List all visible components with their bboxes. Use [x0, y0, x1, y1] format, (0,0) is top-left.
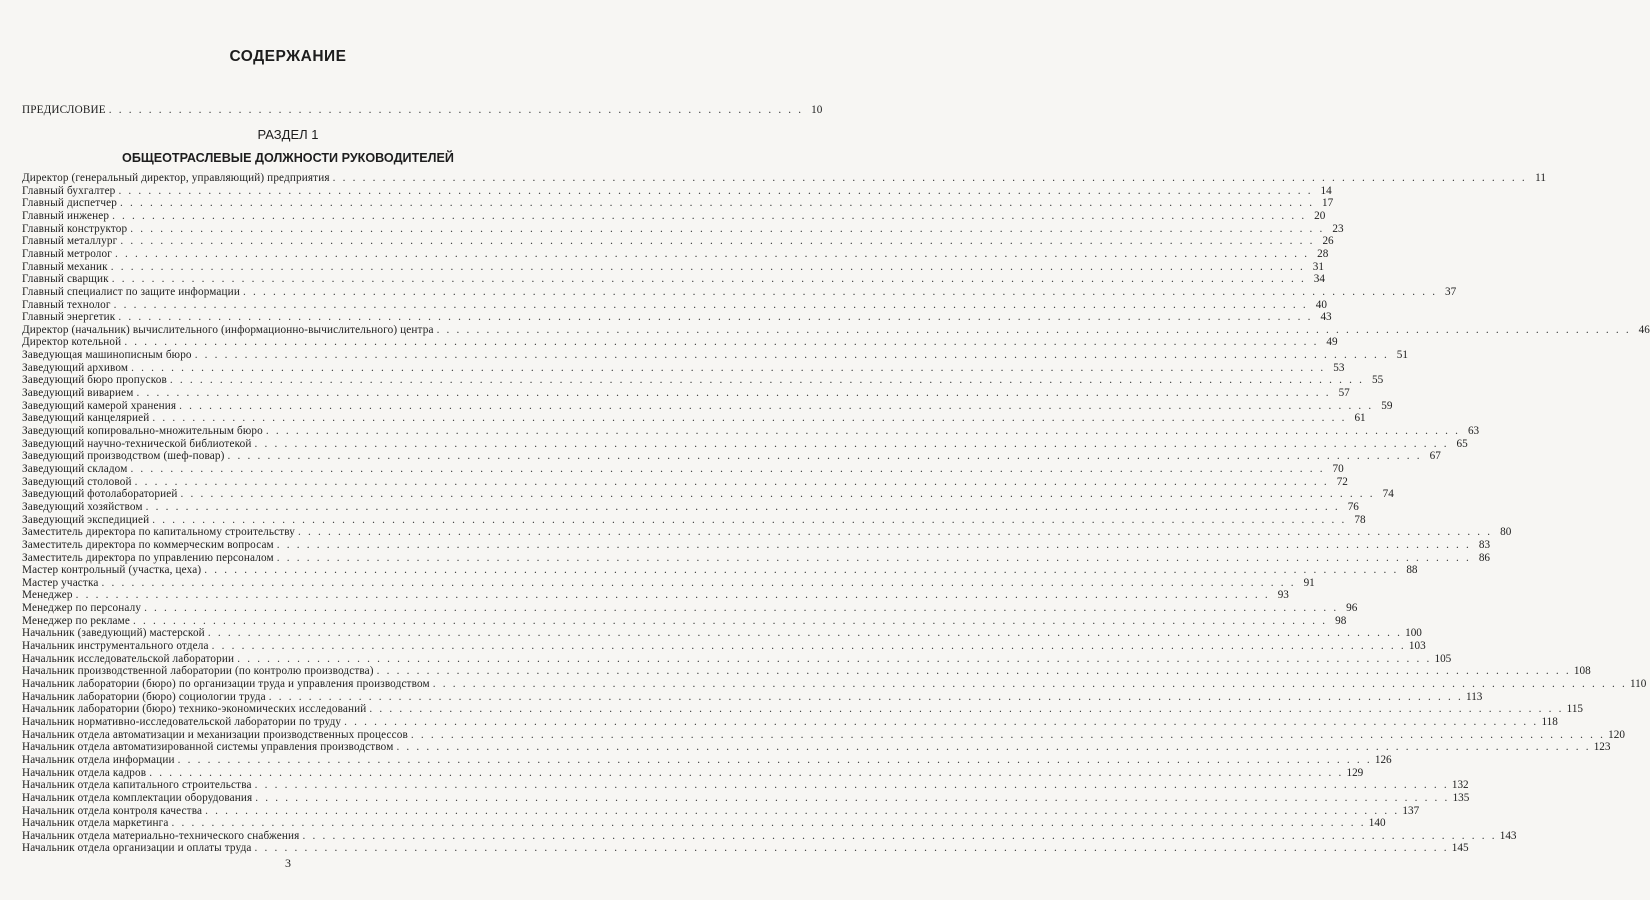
- toc-entry: [22, 488, 1394, 501]
- toc-entry-page: 51: [1396, 349, 1408, 362]
- toc-entry: [22, 462, 1344, 476]
- toc-leader-dots: . . . . . . . . . . . . . . . . . . . . . . . . . . . . . . . . . . . . . . . . . . . . . . . . . . . . . . . . . . . . . . . . . . . . . . . . . . . . . . . . . . . . . . . . . . . . . . . . . . . . . . . . . . . . . . . . . . . . . . . .: [237, 652, 1432, 665]
- toc-entry-page: 17: [1322, 197, 1334, 210]
- toc-entry-page: 140: [1368, 817, 1386, 830]
- toc-entry-page: 49: [1326, 336, 1338, 349]
- toc-entry: [22, 450, 1441, 463]
- toc-leader-dots: . . . . . . . . . . . . . . . . . . . . . . . . . . . . . . . . . . . . . . . . . . . . . . . . . . . . . . . . . . . . . . . . . . . . . . . . . . . . . . . . . . . . . . . . . . . . . . . . . . . . . . . . . . . . . . . . . . . . . . . .: [75, 589, 1270, 602]
- toc-entry: [22, 247, 1329, 261]
- toc-leader-dots: . . . . . . . . . . . . . . . . . . . . . . . . . . . . . . . . . . . . . . . . . . . . . . . . . . . . . . . . . . . . . . . . . . . . . . . . . . . . . . . . . . . . . . . . . . . . . . . . . . . . . . . . . . . . . . . . . . . . . . . .: [268, 690, 1464, 703]
- toc-entry-page: 61: [1354, 412, 1366, 425]
- toc-entry-page: 96: [1346, 602, 1358, 615]
- toc-entry-page: 80: [1500, 526, 1512, 539]
- toc-entry-page: 59: [1381, 399, 1393, 412]
- toc-entry-label: Начальник лаборатории (бюро) социологии труда: [22, 690, 266, 703]
- toc-entry-page: 91: [1303, 576, 1315, 589]
- toc-entry: [22, 564, 1418, 577]
- toc-entry-page: 118: [1541, 715, 1558, 728]
- toc-entry-label: Заведующий фотолабораторией: [22, 488, 178, 501]
- toc-entry: [22, 437, 1468, 451]
- toc-leader-dots: . . . . . . . . . . . . . . . . . . . . . . . . . . . . . . . . . . . . . . . . . . . . . . . . . . . . . . . . . . . . . . . . . . . . . . . . . . . . . . . . . . . . . . . . . . . . . . . . . . . . . . . . . . . . . . . . . . . . . . . .: [436, 323, 1631, 336]
- toc-leader-dots: . . . . . . . . . . . . . . . . . . . . . . . . . . . . . . . . . . . . . . . . . . . . . . . . . . . . . . . . . . . . . . . . . . . . . . . . . . . . . . . . . . . . . . . . . . . . . . . . . . . . . . . . . . . . . . . . . . . . . . . .: [120, 235, 1315, 248]
- toc-entry-page: 26: [1322, 235, 1334, 248]
- toc-entry: [22, 513, 1366, 527]
- toc-entry-page: 115: [1566, 703, 1584, 716]
- toc-entry: [22, 222, 1344, 236]
- toc-entry-label: Начальник отдела маркетинга: [22, 817, 169, 830]
- toc-leader-dots: . . . . . . . . . . . . . . . . . . . . . . . . . . . . . . . . . . . . . . . . . . . . . . . . . . . . . . . . . . . . . . . . . . . . . . . . . . . . . . . . . . . . . . . . . . . . . . . . . . . . . . . . . . . . . . . . . . . . . . . .: [118, 311, 1313, 324]
- toc-entry-label: Главный специалист по защите информации: [22, 285, 240, 298]
- toc-entry-label: Начальник отдела контроля качества: [22, 804, 203, 817]
- toc-entry-label: Заведующий виварием: [22, 387, 134, 400]
- toc-entry: [22, 336, 1338, 349]
- toc-entry: [22, 715, 1558, 729]
- toc-entry-page: 20: [1314, 209, 1326, 222]
- toc-entry-page: 70: [1332, 462, 1344, 475]
- toc-entry-page: 110: [1629, 678, 1647, 690]
- toc-entry-page: 76: [1347, 500, 1359, 513]
- toc-entry-page: 86: [1478, 551, 1490, 564]
- toc-entry-page: 67: [1429, 450, 1441, 463]
- toc-entry: [22, 576, 1315, 590]
- toc-entry: [22, 703, 1584, 716]
- toc-leader-dots: . . . . . . . . . . . . . . . . . . . . . . . . . . . . . . . . . . . . . . . . . . . . . . . . . . . . . . . . . . . . . . . . . . . . . . . . . . . . . . . . . . . . . . . . . . . . . . . . . . . . . . . . . . . . . . . . . . . . . . . .: [180, 488, 1375, 501]
- toc-entry-label: Главный энергетик: [22, 311, 116, 324]
- toc-leader-dots: . . . . . . . . . . . . . . . . . . . . . . . . . . . . . . . . . . . . . . . . . . . . . . . . . . . . . . . . . . . . . . . . . . . . . . . . . . . . . . . . . . . . . . . . . . . . . . . . . . . . . . . . . . . . . . . . . . . . . . . .: [133, 614, 1328, 627]
- toc-entry-page: 31: [1312, 260, 1324, 273]
- toc-entry-page: 98: [1335, 614, 1347, 627]
- toc-entry-label: Начальник отдела комплектации оборудования: [22, 791, 253, 804]
- toc-leader-dots: . . . . . . . . . . . . . . . . . . . . . . . . . . . . . . . . . . . . . . . . . . . . . . . . . . . . . . . . . . . . . . . . . . . . . . . . . . . . . . . . . . . . . . . . . . . . . . . . . . . . . . . . . . . . . . . . . . . . . . . .: [276, 538, 1472, 551]
- toc-leader-dots: . . . . . . . . . . . . . . . . . . . . . . . . . . . . . . . . . . . . . . . . . . . . . . . . . . . . . . . . . . . . . . . . . . . . . . . . . . . . . . . . . . . . . . . . . . . . . . . . . . . . . . . . . . . . . . . . . . . . . . . .: [130, 462, 1325, 475]
- toc-entry-label: Начальник лаборатории (бюро) технико-экономических исследований: [22, 703, 367, 716]
- toc-entry-label: Главный технолог: [22, 298, 111, 311]
- toc-entry: [22, 475, 1348, 489]
- toc-leader-dots: . . . . . . . . . . . . . . . . . . . . . . . . . . . . . . . . . . . . . . . . . . . . . . . . . . . . . . . . . . . . . . . . . . . . . . . . . . . . . . . . . . . . . . . . . . . . . . . . . . . . . . . . . . . . . . . . . . . . . . . .: [131, 361, 1326, 374]
- toc-entry-page: 55: [1371, 374, 1384, 387]
- toc-leader-dots: . . . . . . . . . . . . . . . . . . . . . . . . . . . . . . . . . . . . . . . . . . . . . . . . . . . . . . . . . . . . . . . . . . . . . . . . . . . . . . . . . . . . . . . . . . . . . . . . . . . . . . . . . . . . . . . . . . . . . . . .: [152, 412, 1347, 425]
- toc-entry: [22, 399, 1393, 413]
- toc-entry-label: Начальник лаборатории (бюро) по организации труда и управления производством: [22, 678, 430, 690]
- toc-entry-label: Главный бухгалтер: [22, 184, 116, 197]
- toc-entry-label: Менеджер по персоналу: [22, 602, 142, 615]
- toc-entry: [22, 817, 1386, 830]
- toc-entry: [22, 753, 1392, 767]
- toc-entry-label: Начальник отдела автоматизированной системы управления производством: [22, 741, 394, 754]
- toc-entry-page: 37: [1445, 285, 1457, 298]
- toc-entry-page: 145: [1451, 842, 1469, 855]
- toc-leader-dots: . . . . . . . . . . . . . . . . . . . . . . . . . . . . . . . . . . . . . . . . . . . . . . . . . . . . . . . . . . . . . . . . . . . . . . . . . . . . . . . . . . . . . . . . . . . . . . . . . . . . . . . . . . . . . . . . . . . . . . . .: [332, 172, 1527, 184]
- toc-leader-dots: . . . . . . . . . . . . . . . . . . . . . . . . . . . . . . . . . . . . . . . . . . . . . . . . . . . . . . . . . . . . . . . . . . . . . . . . . . . . . . . . . . . . . . . . . . . . . . . . . . . . . . . . . . . . . . . . . . . . . . . .: [432, 678, 1627, 690]
- toc-entry: [22, 526, 1512, 539]
- toc-leader-dots: . . . . . . . . . . . . . . . . . . . . . . . . . . . . . . . . . . . . . . . . . . . . . . . . . . . . . . . . . . . . . . . . . . . . . . . . . . . . . . . . . . . . . . . . . . . . . . . . . . . . . . . . . . . . . . . . . . . . . . . .: [298, 526, 1493, 539]
- toc-leader-dots: . . . . . . . . . . . . . . . . . . . . . . . . . . . . . . . . . . . . . . . . . . . . . . . . . . . . . . . . . . . . . . . . . . . . . .: [108, 104, 804, 116]
- toc-entry-page: 40: [1315, 298, 1327, 311]
- toc-entry-label: Начальник производственной лаборатории (по контролю производства): [22, 665, 374, 678]
- toc-leader-dots: . . . . . . . . . . . . . . . . . . . . . . . . . . . . . . . . . . . . . . . . . . . . . . . . . . . . . . . . . . . . . . . . . . . . . . . . . . . . . . . . . . . . . . . . . . . . . . . . . . . . . . . . . . . . . . . . . . . . . . . .: [344, 715, 1539, 728]
- toc-entry: [22, 551, 1490, 565]
- toc-leader-dots: . . . . . . . . . . . . . . . . . . . . . . . . . . . . . . . . . . . . . . . . . . . . . . . . . . . . . . . . . . . . . . . . . . . . . . . . . . . . . . . . . . . . . . . . . . . . . . . . . . . . . . . . . . . . . . . . . . . . . . . .: [112, 209, 1307, 222]
- toc-entry-page: 11: [1535, 172, 1546, 184]
- toc-leader-dots: . . . . . . . . . . . . . . . . . . . . . . . . . . . . . . . . . . . . . . . . . . . . . . . . . . . . . . . . . . . . . . . . . . . . . . . . . . . . . . . . . . . . . . . . . . . . . . . . . . . . . . . . . . . . . . . . . . . . . . . .: [171, 817, 1366, 830]
- toc-entry-label: Главный металлург: [22, 235, 118, 248]
- toc-entry: [22, 779, 1469, 792]
- toc-entry-page: 43: [1320, 311, 1332, 324]
- toc-entry-page: 74: [1382, 488, 1394, 501]
- toc-entry: [22, 538, 1491, 552]
- toc-entry-page: 78: [1354, 513, 1366, 526]
- section-label: РАЗДЕЛ 1: [257, 127, 319, 142]
- toc-leader-dots: . . . . . . . . . . . . . . . . . . . . . . . . . . . . . . . . . . . . . . . . . . . . . . . . . . . . . . . . . . . . . . . . . . . . . . . . . . . . . . . . . . . . . . . . . . . . . . . . . . . . . . . . . . . . . . . . . . . . . . . .: [145, 500, 1340, 513]
- toc-entry: [22, 690, 1483, 704]
- toc-entry-label: Заведующий камерой хранения: [22, 399, 177, 412]
- toc-entry-label: Главный сварщик: [22, 273, 109, 286]
- toc-entry-label: Начальник отдела автоматизации и механизации производственных процессов: [22, 728, 408, 741]
- toc-entry-label: Начальник отдела организации и оплаты труда: [22, 842, 252, 855]
- toc-entry-page: 93: [1277, 589, 1289, 602]
- toc-entry-label: Менеджер: [22, 589, 73, 602]
- toc-entry: [22, 172, 1546, 185]
- toc-entry: [22, 197, 1334, 210]
- toc-entry-label: Директор (начальник) вычислительного (информационно-вычислительного) центра: [22, 323, 434, 336]
- toc-entry-page: 10: [811, 104, 823, 116]
- toc-leader-dots: . . . . . . . . . . . . . . . . . . . . . . . . . . . . . . . . . . . . . . . . . . . . . . . . . . . . . . . . . . . . . . . . . . . . . . . . . . . . . . . . . . . . . . . . . . . . . . . . . . . . . . . . . . . . . . . . . . . . . . . .: [205, 804, 1400, 817]
- toc-entry-page: 63: [1467, 425, 1480, 437]
- toc-entry-label: Начальник отдела кадров: [22, 766, 147, 779]
- toc-entry-label: Начальник отдела капитального строительства: [22, 779, 252, 792]
- toc-leader-dots: . . . . . . . . . . . . . . . . . . . . . . . . . . . . . . . . . . . . . . . . . . . . . . . . . . . . . . . . . . . . . . . . . . . . . . . . . . . . . . . . . . . . . . . . . . . . . . . . . . . . . . . . . . . . . . . . . . . . . . . .: [169, 374, 1365, 387]
- toc-leader-dots: . . . . . . . . . . . . . . . . . . . . . . . . . . . . . . . . . . . . . . . . . . . . . . . . . . . . . . . . . . . . . . . . . . . . . . . . . . . . . . . . . . . . . . . . . . . . . . . . . . . . . . . . . . . . . . . . . . . . . . . .: [265, 425, 1461, 437]
- toc-leader-dots: . . . . . . . . . . . . . . . . . . . . . . . . . . . . . . . . . . . . . . . . . . . . . . . . . . . . . . . . . . . . . . . . . . . . . . . . . . . . . . . . . . . . . . . . . . . . . . . . . . . . . . . . . . . . . . . . . . . . . . . .: [101, 576, 1296, 589]
- toc-entry-page: 88: [1406, 564, 1418, 577]
- toc-entry-label: Начальник (заведующий) мастерской: [22, 627, 205, 640]
- toc-entry-page: 72: [1336, 475, 1348, 488]
- toc-leader-dots: . . . . . . . . . . . . . . . . . . . . . . . . . . . . . . . . . . . . . . . . . . . . . . . . . . . . . . . . . . . . . . . . . . . . . . . . . . . . . . . . . . . . . . . . . . . . . . . . . . . . . . . . . . . . . . . . . . . . . . . .: [194, 349, 1389, 362]
- toc-entry-label: Заведующий канцелярией: [22, 412, 150, 425]
- toc-entry: [22, 665, 1591, 678]
- toc-leader-dots: . . . . . . . . . . . . . . . . . . . . . . . . . . . . . . . . . . . . . . . . . . . . . . . . . . . . . . . . . . . . . . . . . . . . . . . . . . . . . . . . . . . . . . . . . . . . . . . . . . . . . . . . . . . . . . . . . . . . . . . .: [302, 829, 1497, 842]
- toc-entry: [22, 728, 1625, 742]
- toc-entry-page: 143: [1499, 829, 1517, 842]
- toc-entry-label: Мастер участка: [22, 576, 99, 589]
- toc-entry: [22, 285, 1457, 299]
- toc-leader-dots: . . . . . . . . . . . . . . . . . . . . . . . . . . . . . . . . . . . . . . . . . . . . . . . . . . . . . . . . . . . . . . . . . . . . . . . . . . . . . . . . . . . . . . . . . . . . . . . . . . . . . . . . . . . . . . . . . . . . . . . .: [136, 387, 1331, 400]
- toc-entry-label: Заведующая машинописным бюро: [22, 349, 192, 362]
- toc-entry: [22, 652, 1452, 666]
- toc-entry: [22, 209, 1326, 223]
- toc-entry-page: 23: [1332, 222, 1344, 235]
- toc-entry-page: 135: [1452, 791, 1470, 804]
- toc-leader-dots: . . . . . . . . . . . . . . . . . . . . . . . . . . . . . . . . . . . . . . . . . . . . . . . . . . . . . . . . . . . . . . . . . . . . . . . . . . . . . . . . . . . . . . . . . . . . . . . . . . . . . . . . . . . . . . . . . . . . . . . .: [255, 791, 1450, 804]
- toc-entry-label: Главный инженер: [22, 209, 110, 222]
- toc-entry-label: Начальник инструментального отдела: [22, 640, 209, 653]
- toc-entry: [22, 842, 1469, 855]
- toc-entry-label: Начальник отдела информации: [22, 753, 175, 766]
- toc-entry-label: Начальник отдела материально-технического снабжения: [22, 829, 300, 842]
- toc-leader-dots: . . . . . . . . . . . . . . . . . . . . . . . . . . . . . . . . . . . . . . . . . . . . . . . . . . . . . . . . . . . . . . . . . . . . . . . . . . . . . . . . . . . . . . . . . . . . . . . . . . . . . . . . . . . . . . . . . . . . . . . .: [207, 627, 1403, 640]
- toc-leader-dots: . . . . . . . . . . . . . . . . . . . . . . . . . . . . . . . . . . . . . . . . . . . . . . . . . . . . . . . . . . . . . . . . . . . . . . . . . . . . . . . . . . . . . . . . . . . . . . . . . . . . . . . . . . . . . . . . . . . . . . . .: [110, 260, 1305, 273]
- toc-entry-label: Заместитель директора по капитальному строительству: [22, 526, 296, 539]
- toc-entry-label: Менеджер по рекламе: [22, 614, 131, 627]
- toc-entry-label: Главный метролог: [22, 247, 113, 260]
- toc-entry: [22, 260, 1324, 274]
- toc-leader-dots: . . . . . . . . . . . . . . . . . . . . . . . . . . . . . . . . . . . . . . . . . . . . . . . . . . . . . . . . . . . . . . . . . . . . . . . . . . . . . . . . . . . . . . . . . . . . . . . . . . . . . . . . . . . . . . . . . . . . . . . .: [276, 551, 1471, 564]
- toc-entry-page: 65: [1456, 437, 1468, 450]
- toc-leader-dots: . . . . . . . . . . . . . . . . . . . . . . . . . . . . . . . . . . . . . . . . . . . . . . . . . . . . . . . . . . . . . . . . . . . . . . . . . . . . . . . . . . . . . . . . . . . . . . . . . . . . . . . . . . . . . . . . . . . . . . . .: [130, 222, 1325, 235]
- toc-leader-dots: . . . . . . . . . . . . . . . . . . . . . . . . . . . . . . . . . . . . . . . . . . . . . . . . . . . . . . . . . . . . . . . . . . . . . . . . . . . . . . . . . . . . . . . . . . . . . . . . . . . . . . . . . . . . . . . . . . . . . . . .: [410, 728, 1606, 741]
- toc-entry: [22, 412, 1366, 425]
- toc-leader-dots: . . . . . . . . . . . . . . . . . . . . . . . . . . . . . . . . . . . . . . . . . . . . . . . . . . . . . . . . . . . . . . . . . . . . . . . . . . . . . . . . . . . . . . . . . . . . . . . . . . . . . . . . . . . . . . . . . . . . . . . .: [144, 602, 1339, 615]
- toc-entry: [22, 235, 1334, 248]
- toc-entry: [22, 374, 1384, 387]
- toc-entry: [22, 361, 1345, 375]
- toc-entry: [22, 829, 1517, 843]
- toc-entry-label: Заведующий архивом: [22, 361, 129, 374]
- toc-entry-label: Заведующий научно-технической библиотекой: [22, 437, 252, 450]
- toc-entry-page: 83: [1478, 538, 1491, 551]
- toc-entry-page: 108: [1573, 665, 1591, 678]
- toc-leader-dots: . . . . . . . . . . . . . . . . . . . . . . . . . . . . . . . . . . . . . . . . . . . . . . . . . . . . . . . . . . . . . . . . . . . . . . . . . . . . . . . . . . . . . . . . . . . . . . . . . . . . . . . . . . . . . . . . . . . . . . . .: [179, 399, 1374, 412]
- toc-entry: [22, 298, 1327, 312]
- toc-entry: [22, 741, 1611, 754]
- toc-entry: [22, 627, 1422, 640]
- toc-entry-page: 53: [1333, 361, 1345, 374]
- toc-entry: [22, 311, 1332, 324]
- toc-entry-label: Заведующий копировально-множительным бюро: [22, 425, 263, 437]
- toc-entry-page: 28: [1317, 247, 1329, 260]
- toc-entry-page: 34: [1313, 273, 1325, 286]
- toc-leader-dots: . . . . . . . . . . . . . . . . . . . . . . . . . . . . . . . . . . . . . . . . . . . . . . . . . . . . . . . . . . . . . . . . . . . . . . . . . . . . . . . . . . . . . . . . . . . . . . . . . . . . . . . . . . . . . . . . . . . . . . . .: [124, 336, 1319, 349]
- toc-entry: [22, 425, 1480, 438]
- toc-entry-label: Мастер контрольный (участка, цеха): [22, 564, 202, 577]
- toc-entry-label: Главный конструктор: [22, 222, 128, 235]
- toc-entry: [22, 184, 1332, 198]
- toc-entry-page: 120: [1608, 728, 1625, 741]
- toc-entry: [22, 387, 1350, 400]
- toc-leader-dots: . . . . . . . . . . . . . . . . . . . . . . . . . . . . . . . . . . . . . . . . . . . . . . . . . . . . . . . . . . . . . . . . . . . . . . . . . . . . . . . . . . . . . . . . . . . . . . . . . . . . . . . . . . . . . . . . . . . . . . . .: [227, 450, 1422, 463]
- toc-entry: [22, 323, 1650, 337]
- toc-entry-page: 123: [1593, 741, 1611, 754]
- toc-entry-label: ПРЕДИСЛОВИЕ: [22, 104, 106, 116]
- page-number: 3: [285, 856, 291, 870]
- toc-entry-label: Заведующий производством (шеф-повар): [22, 450, 225, 463]
- toc-leader-dots: . . . . . . . . . . . . . . . . . . . . . . . . . . . . . . . . . . . . . . . . . . . . . . . . . . . . . . . . . . . . . . . . . . . . . . . . . . . . . . . . . . . . . . . . . . . . . . . . . . . . . . . . . . . . . . . . . . . . . . . .: [119, 197, 1315, 210]
- toc-leader-dots: . . . . . . . . . . . . . . . . . . . . . . . . . . . . . . . . . . . . . . . . . . . . . . . . . . . . . . . . . . . . . . . . . . . . . . . . . . . . . . . . . . . . . . . . . . . . . . . . . . . . . . . . . . . . . . . . . . . . . . . .: [177, 753, 1372, 766]
- toc-entry: [22, 349, 1408, 362]
- toc-leader-dots: . . . . . . . . . . . . . . . . . . . . . . . . . . . . . . . . . . . . . . . . . . . . . . . . . . . . . . . . . . . . . . . . . . . . . . . . . . . . . . . . . . . . . . . . . . . . . . . . . . . . . . . . . . . . . . . . . . . . . . . .: [376, 665, 1571, 678]
- toc-entry-label: Директор (генеральный директор, управляющий) предприятия: [22, 172, 330, 184]
- toc-entry-label: Директор котельной: [22, 336, 122, 349]
- toc-entry: [22, 614, 1347, 628]
- toc-entry-label: Начальник нормативно-исследовательской лаборатории по труду: [22, 715, 342, 728]
- toc-entry-page: 126: [1374, 753, 1392, 766]
- page-title: СОДЕРЖАНИЕ: [229, 48, 347, 65]
- toc-leader-dots: . . . . . . . . . . . . . . . . . . . . . . . . . . . . . . . . . . . . . . . . . . . . . . . . . . . . . . . . . . . . . . . . . . . . . . . . . . . . . . . . . . . . . . . . . . . . . . . . . . . . . . . . . . . . . . . . . . . . . . . .: [204, 564, 1399, 577]
- toc-entry-page: 105: [1434, 652, 1452, 665]
- toc-entry-page: 129: [1346, 766, 1364, 779]
- toc-leader-dots: . . . . . . . . . . . . . . . . . . . . . . . . . . . . . . . . . . . . . . . . . . . . . . . . . . . . . . . . . . . . . . . . . . . . . . . . . . . . . . . . . . . . . . . . . . . . . . . . . . . . . . . . . . . . . . . . . . . . . . . .: [369, 703, 1564, 716]
- toc-entry-label: Заместитель директора по управлению персоналом: [22, 551, 274, 564]
- toc-leader-dots: . . . . . . . . . . . . . . . . . . . . . . . . . . . . . . . . . . . . . . . . . . . . . . . . . . . . . . . . . . . . . . . . . . . . . . . . . . . . . . . . . . . . . . . . . . . . . . . . . . . . . . . . . . . . . . . . . . . . . . . .: [396, 741, 1591, 754]
- toc-entry-label: Заведующий столовой: [22, 475, 132, 488]
- toc-leader-dots: . . . . . . . . . . . . . . . . . . . . . . . . . . . . . . . . . . . . . . . . . . . . . . . . . . . . . . . . . . . . . . . . . . . . . . . . . . . . . . . . . . . . . . . . . . . . . . . . . . . . . . . . . . . . . . . . . . . . . . . .: [254, 437, 1449, 450]
- toc-leader-dots: . . . . . . . . . . . . . . . . . . . . . . . . . . . . . . . . . . . . . . . . . . . . . . . . . . . . . . . . . . . . . . . . . . . . . . . . . . . . . . . . . . . . . . . . . . . . . . . . . . . . . . . . . . . . . . . . . . . . . . . .: [254, 842, 1449, 855]
- toc-entry: [22, 273, 1325, 286]
- toc-entry: [22, 766, 1364, 780]
- toc-entry-label: Заведующий бюро пропусков: [22, 374, 167, 387]
- toc-entry-page: 132: [1451, 779, 1469, 792]
- toc-entry-page: 57: [1338, 387, 1350, 400]
- toc-leader-dots: . . . . . . . . . . . . . . . . . . . . . . . . . . . . . . . . . . . . . . . . . . . . . . . . . . . . . . . . . . . . . . . . . . . . . . . . . . . . . . . . . . . . . . . . . . . . . . . . . . . . . . . . . . . . . . . . . . . . . . . .: [242, 285, 1438, 298]
- toc-entry: [22, 678, 1647, 691]
- toc-leader-dots: . . . . . . . . . . . . . . . . . . . . . . . . . . . . . . . . . . . . . . . . . . . . . . . . . . . . . . . . . . . . . . . . . . . . . . . . . . . . . . . . . . . . . . . . . . . . . . . . . . . . . . . . . . . . . . . . . . . . . . . .: [211, 640, 1406, 653]
- toc-entry-label: Заведующий хозяйством: [22, 500, 143, 513]
- toc-entry-label: Заместитель директора по коммерческим вопросам: [22, 538, 274, 551]
- toc-leader-dots: . . . . . . . . . . . . . . . . . . . . . . . . . . . . . . . . . . . . . . . . . . . . . . . . . . . . . . . . . . . . . . . . . . . . . . . . . . . . . . . . . . . . . . . . . . . . . . . . . . . . . . . . . . . . . . . . . . . . . . . .: [254, 779, 1449, 792]
- section-title: ОБЩЕОТРАСЛЕВЫЕ ДОЛЖНОСТИ РУКОВОДИТЕЛЕЙ: [122, 151, 454, 165]
- toc-leader-dots: . . . . . . . . . . . . . . . . . . . . . . . . . . . . . . . . . . . . . . . . . . . . . . . . . . . . . . . . . . . . . . . . . . . . . . . . . . . . . . . . . . . . . . . . . . . . . . . . . . . . . . . . . . . . . . . . . . . . . . . .: [118, 184, 1313, 197]
- toc-leader-dots: . . . . . . . . . . . . . . . . . . . . . . . . . . . . . . . . . . . . . . . . . . . . . . . . . . . . . . . . . . . . . . . . . . . . . . . . . . . . . . . . . . . . . . . . . . . . . . . . . . . . . . . . . . . . . . . . . . . . . . . .: [134, 475, 1329, 488]
- toc-leader-dots: . . . . . . . . . . . . . . . . . . . . . . . . . . . . . . . . . . . . . . . . . . . . . . . . . . . . . . . . . . . . . . . . . . . . . . . . . . . . . . . . . . . . . . . . . . . . . . . . . . . . . . . . . . . . . . . . . . . . . . . .: [152, 513, 1347, 526]
- toc-entry-page: 46: [1638, 323, 1650, 336]
- toc-entry: [22, 791, 1470, 805]
- toc-entry-page: 137: [1402, 804, 1420, 817]
- toc-leader-dots: . . . . . . . . . . . . . . . . . . . . . . . . . . . . . . . . . . . . . . . . . . . . . . . . . . . . . . . . . . . . . . . . . . . . . . . . . . . . . . . . . . . . . . . . . . . . . . . . . . . . . . . . . . . . . . . . . . . . . . . .: [115, 247, 1310, 260]
- toc-entry: [22, 589, 1289, 602]
- toc-leader-dots: . . . . . . . . . . . . . . . . . . . . . . . . . . . . . . . . . . . . . . . . . . . . . . . . . . . . . . . . . . . . . . . . . . . . . . . . . . . . . . . . . . . . . . . . . . . . . . . . . . . . . . . . . . . . . . . . . . . . . . . .: [149, 766, 1344, 779]
- toc-entry: [22, 804, 1420, 818]
- toc-entry-label: Главный диспетчер: [22, 197, 117, 210]
- toc-leader-dots: . . . . . . . . . . . . . . . . . . . . . . . . . . . . . . . . . . . . . . . . . . . . . . . . . . . . . . . . . . . . . . . . . . . . . . . . . . . . . . . . . . . . . . . . . . . . . . . . . . . . . . . . . . . . . . . . . . . . . . . .: [111, 273, 1306, 286]
- toc-entry-label: Начальник исследовательской лаборатории: [22, 652, 235, 665]
- toc-entry-page: 113: [1466, 690, 1483, 703]
- toc-entry: [22, 640, 1426, 653]
- toc-entry-page: 14: [1320, 184, 1332, 197]
- toc-entry-label: Заведующий складом: [22, 462, 128, 475]
- toc-entry: [22, 500, 1359, 514]
- toc-leader-dots: . . . . . . . . . . . . . . . . . . . . . . . . . . . . . . . . . . . . . . . . . . . . . . . . . . . . . . . . . . . . . . . . . . . . . . . . . . . . . . . . . . . . . . . . . . . . . . . . . . . . . . . . . . . . . . . . . . . . . . . .: [113, 298, 1308, 311]
- toc-entry-label: Заведующий экспедицией: [22, 513, 150, 526]
- toc-entry: [22, 602, 1358, 615]
- toc-entry-page: 103: [1408, 640, 1426, 653]
- toc-entry-page: 100: [1405, 627, 1422, 640]
- toc-entry-label: Главный механик: [22, 260, 108, 273]
